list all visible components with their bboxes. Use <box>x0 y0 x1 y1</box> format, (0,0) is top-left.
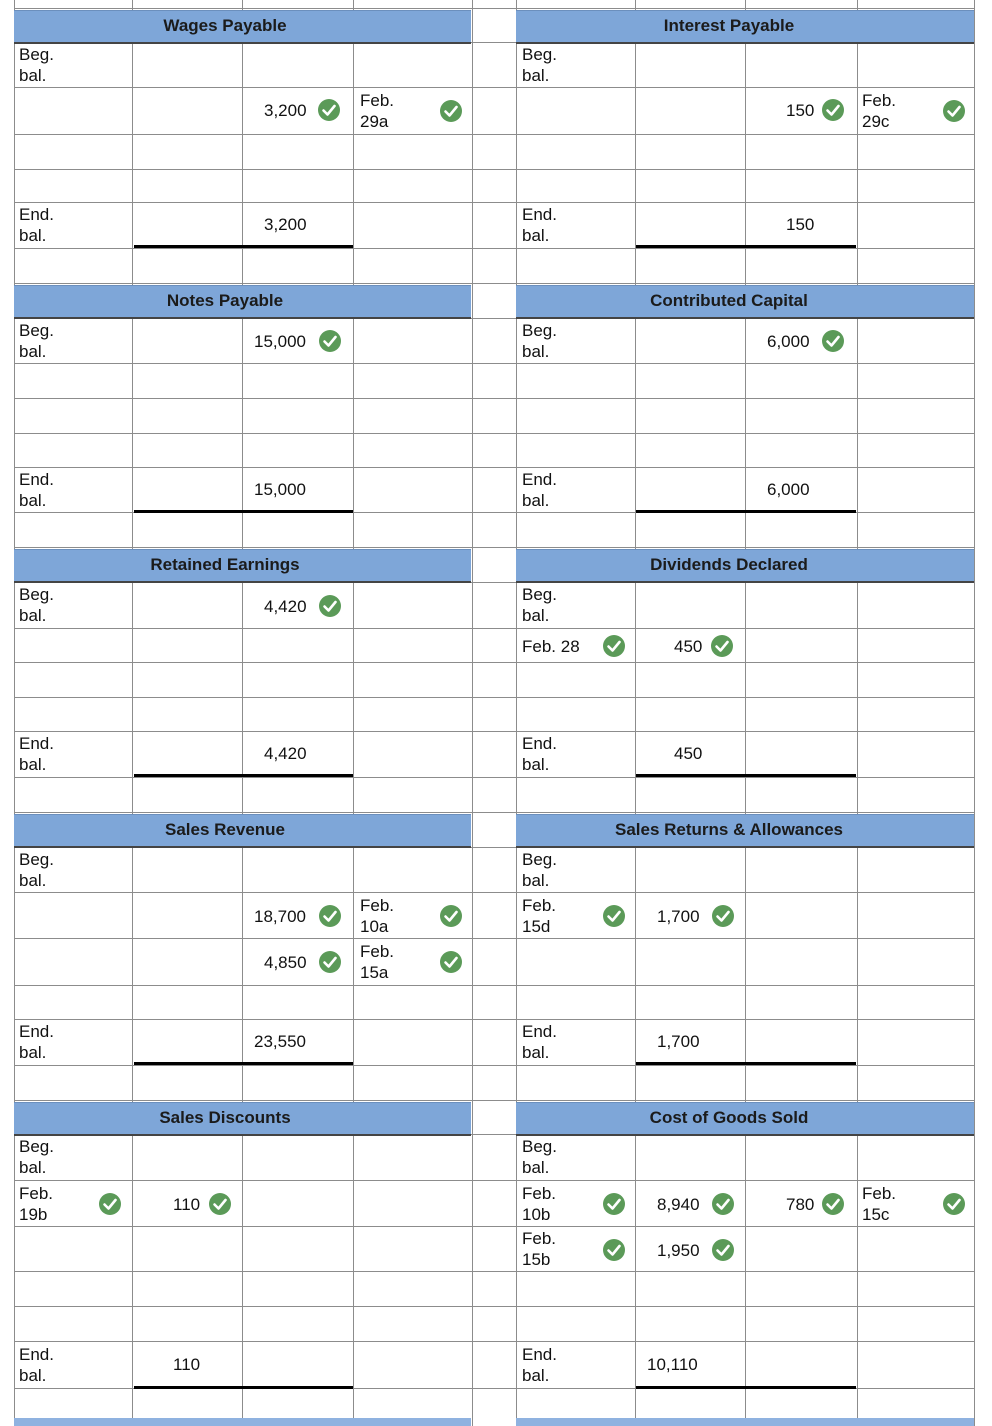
next-header-strip <box>14 1418 471 1426</box>
beg-bal-label: Beg. bal. <box>522 585 557 625</box>
grid-hline <box>14 1019 975 1020</box>
grid-hline <box>14 662 975 663</box>
grid-vline <box>857 0 858 1426</box>
checkmark-icon <box>319 951 341 973</box>
checkmark-icon <box>319 595 341 617</box>
account-title: Sales Returns & Allowances <box>614 820 843 839</box>
debit-amount: 110 <box>173 1195 201 1214</box>
grid-hline <box>14 398 975 399</box>
credit-amount: 150 <box>786 101 815 120</box>
debit-amount: 450 <box>674 637 703 656</box>
beg-bal-label: Beg. bal. <box>19 850 54 890</box>
end-balance-amount: 4,420 <box>264 744 307 763</box>
end-bal-label: End. bal. <box>19 470 54 510</box>
end-balance-amount: 23,550 <box>254 1032 306 1051</box>
checkmark-icon <box>603 1193 625 1215</box>
debit-amount: 8,940 <box>657 1195 700 1214</box>
account-title: Retained Earnings <box>150 555 300 574</box>
end-balance-amount: 110 <box>173 1355 201 1374</box>
grid-hline <box>14 248 975 249</box>
balance-rule <box>134 1386 353 1389</box>
entry-ref-label: Feb. 10b <box>522 1184 557 1224</box>
end-bal-label: End. bal. <box>522 734 557 774</box>
balance-rule <box>636 774 856 777</box>
checkmark-icon <box>822 1193 844 1215</box>
grid-hline <box>14 363 975 364</box>
credit-amount: 18,700 <box>254 907 306 926</box>
credit-amount: 3,200 <box>264 101 307 120</box>
checkmark-icon <box>440 100 462 122</box>
end-bal-label: End. bal. <box>19 1022 54 1062</box>
end-bal-label: End. bal. <box>19 1345 54 1385</box>
beg-balance-amount: 6,000 <box>767 332 810 351</box>
checkmark-icon <box>712 1193 734 1215</box>
account-title: Sales Discounts <box>159 1108 291 1127</box>
grid-hline <box>14 87 975 88</box>
balance-rule <box>636 245 856 248</box>
checkmark-icon <box>99 1193 121 1215</box>
grid-hline <box>14 169 975 170</box>
end-bal-label: End. bal. <box>19 205 54 245</box>
credit-amount: 4,850 <box>264 953 307 972</box>
end-balance-amount: 450 <box>674 744 703 763</box>
checkmark-icon <box>943 100 965 122</box>
grid-hline <box>14 1306 975 1307</box>
grid-hline <box>14 938 975 939</box>
grid-hline <box>14 433 975 434</box>
grid-hline <box>14 202 975 203</box>
end-balance-amount: 10,110 <box>647 1355 698 1374</box>
end-balance-amount: 15,000 <box>254 480 306 499</box>
beg-bal-label: Beg. bal. <box>522 850 557 890</box>
entry-ref-label: Feb. 19b <box>19 1184 54 1224</box>
next-header-strip <box>516 1418 974 1426</box>
entry-ref-label: Feb. 29a <box>360 91 395 131</box>
account-title: Cost of Goods Sold <box>649 1108 809 1127</box>
checkmark-icon <box>440 905 462 927</box>
grid-vline <box>132 0 133 1426</box>
beg-bal-label: Beg. bal. <box>19 45 54 85</box>
grid-hline <box>14 985 975 986</box>
account-title: Sales Revenue <box>164 820 285 839</box>
grid-hline <box>14 1180 975 1181</box>
entry-ref-label: Feb. 28 <box>522 637 580 656</box>
grid-hline <box>14 731 975 732</box>
checkmark-icon <box>822 330 844 352</box>
end-balance-amount: 6,000 <box>767 480 810 499</box>
beg-bal-label: Beg. bal. <box>19 1137 54 1177</box>
checkmark-icon <box>603 905 625 927</box>
end-balance-amount: 3,200 <box>264 215 307 234</box>
balance-rule <box>134 774 353 777</box>
balance-rule <box>134 510 353 513</box>
account-title: Notes Payable <box>166 291 284 310</box>
grid-hline <box>14 8 975 9</box>
grid-hline <box>14 892 975 893</box>
end-bal-label: End. bal. <box>522 1345 557 1385</box>
account-title: Wages Payable <box>163 16 287 35</box>
checkmark-icon <box>712 1239 734 1261</box>
checkmark-icon <box>603 635 625 657</box>
end-balance-amount: 1,700 <box>657 1032 700 1051</box>
balance-rule <box>134 1062 353 1065</box>
end-bal-label: End. bal. <box>522 205 557 245</box>
checkmark-icon <box>318 99 340 121</box>
grid-hline <box>14 1100 975 1101</box>
debit-amount: 1,700 <box>657 907 700 926</box>
balance-rule <box>134 245 353 248</box>
end-bal-label: End. bal. <box>19 734 54 774</box>
checkmark-icon <box>822 99 844 121</box>
checkmark-icon <box>440 951 462 973</box>
checkmark-icon <box>943 1193 965 1215</box>
beg-balance-amount: 4,420 <box>264 597 307 616</box>
balance-rule <box>636 1062 856 1065</box>
checkmark-icon <box>603 1239 625 1261</box>
end-bal-label: End. bal. <box>522 470 557 510</box>
grid-hline <box>14 1226 975 1227</box>
grid-hline <box>14 1271 975 1272</box>
grid-vline <box>242 0 243 1426</box>
grid-vline <box>974 0 975 1426</box>
beg-bal-label: Beg. bal. <box>522 45 557 85</box>
grid-hline <box>14 1341 975 1342</box>
checkmark-icon <box>712 905 734 927</box>
grid-vline <box>635 0 636 1426</box>
beg-bal-label: Beg. bal. <box>522 1137 557 1177</box>
checkmark-icon <box>711 635 733 657</box>
grid-hline <box>14 283 975 284</box>
debit-amount: 1,950 <box>657 1241 700 1260</box>
entry-ref-label: Feb. 15b <box>522 1229 557 1269</box>
grid-hline <box>14 812 975 813</box>
checkmark-icon <box>319 330 341 352</box>
beg-balance-amount: 15,000 <box>254 332 306 351</box>
beg-bal-label: Beg. bal. <box>19 585 54 625</box>
grid-hline <box>14 134 975 135</box>
grid-vline <box>745 0 746 1426</box>
end-balance-amount: 150 <box>786 215 815 234</box>
checkmark-icon <box>319 905 341 927</box>
grid-vline <box>353 0 354 1426</box>
grid-hline <box>14 697 975 698</box>
checkmark-icon <box>209 1193 231 1215</box>
grid-hline <box>14 547 975 548</box>
account-title: Contributed Capital <box>650 291 808 310</box>
end-bal-label: End. bal. <box>522 1022 557 1062</box>
entry-ref-label: Feb. 15a <box>360 942 395 982</box>
beg-bal-label: Beg. bal. <box>19 321 54 361</box>
beg-bal-label: Beg. bal. <box>522 321 557 361</box>
entry-ref-label: Feb. 15d <box>522 896 557 936</box>
grid-hline <box>14 777 975 778</box>
entry-ref-label: Feb. 29c <box>862 91 897 131</box>
account-title: Dividends Declared <box>650 555 808 574</box>
grid-vline <box>516 0 517 1426</box>
entry-ref-label: Feb. 10a <box>360 896 395 936</box>
credit-amount: 780 <box>786 1195 815 1214</box>
grid-vline <box>14 0 15 1426</box>
grid-vline <box>472 0 473 1426</box>
entry-ref-label: Feb. 15c <box>862 1184 897 1224</box>
grid-hline <box>14 467 975 468</box>
balance-rule <box>636 1386 856 1389</box>
grid-hline <box>14 628 975 629</box>
balance-rule <box>636 510 856 513</box>
grid-hline <box>14 1065 975 1066</box>
account-title: Interest Payable <box>663 16 795 35</box>
